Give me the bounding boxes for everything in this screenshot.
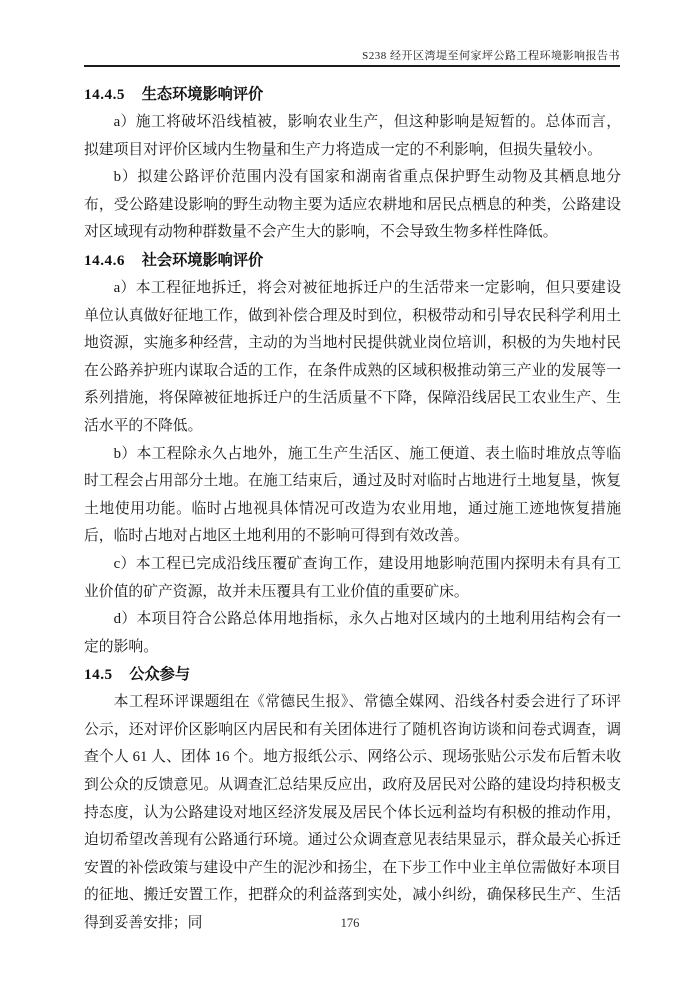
document-body bbox=[84, 81, 621, 938]
page-number: 176 bbox=[340, 916, 360, 930]
paragraph-social-b: b）本工程除永久占地外，施工生产生活区、施工便道、表土临时堆放点等临时工程会占用部分土地。在施工结束后，通过及时对临时占地进行土地复垦，恢复土地使用功能。临时占地视具体情况可改造为农业用地，通过施工迹地恢复措施后，临时占地对占地区土地利用的不影响可得到有效改善。 bbox=[84, 445, 621, 545]
paragraph-eco-a: a）施工将破坏沿线植被，影响农业生产，但这种影响是短暂的。总体而言，拟建项目对评价区域内生物量和生产力将造成一定的不利影响，但损失量较小。 bbox=[84, 114, 621, 158]
running-header-title: S238 经开区湾堤至何家坪公路工程环境影响报告书 bbox=[362, 50, 620, 62]
heading-14-5 bbox=[84, 661, 621, 689]
heading-14-4-5-title: 生态环境影响评价 bbox=[141, 86, 264, 103]
heading-14-4-6 bbox=[84, 247, 621, 275]
heading-14-4-6-title: 社会环境影响评价 bbox=[141, 251, 264, 269]
heading-14-4-5-number: 14.4.5 bbox=[84, 86, 125, 103]
paragraph-public-participation: 本工程环评课题组在《常德民生报》、常德全媒网、沿线各村委会进行了环评公示，还对评价区影响区内居民和有关团体进行了随机咨询访谈和问卷式调查，调查个人 61 人、团体 16 个。地方报纸公示、网络公示、现场张贴公示发布后暂未收到公众的反馈意见。从调查汇总结果反应出，政府及居民对公路的建设均持积极支持态度，认为公路建设对地区经济发展及居民个体长远利益均有积极的推动作用，迫切希望改善现有公路通行环境。通过公众调查意见表结果显示，群众最关心拆迁安置的补偿政策与建设中产生的泥沙和扬尘，在下步工作中业主单位需做好本项目的征地、搬迁安置工作，把群众的利益落到实处，减小纠纷，确保移民生产、生活得到妥善安排；同 bbox=[84, 694, 621, 932]
paragraph-social-c: c）本工程已完成沿线压覆矿查询工作，建设用地影响范围内探明未有具有工业价值的矿产资源，故并未压覆具有工业价值的重要矿床。 bbox=[84, 555, 621, 600]
paragraph-eco-b: b）拟建公路评价范围内没有国家和湖南省重点保护野生动物及其栖息地分布，受公路建设影响的野生动物主要为适应农耕地和居民点栖息的种类，公路建设对区域现有动物种群数量不会产生大的影响，不会导致生物多样性降低。 bbox=[84, 169, 621, 241]
page-footer bbox=[0, 916, 700, 931]
header-rule bbox=[84, 65, 620, 67]
heading-14-4-5 bbox=[84, 81, 621, 109]
heading-14-5-number: 14.5 bbox=[84, 666, 113, 684]
paragraph-social-d: d）本项目符合公路总体用地指标，永久占地对区域内的土地利用结构会有一定的影响。 bbox=[84, 611, 621, 655]
heading-14-5-title: 公众参与 bbox=[129, 666, 191, 684]
heading-14-4-6-number: 14.4.6 bbox=[84, 251, 125, 269]
paragraph-social-a: a）本工程征地拆迁，将会对被征地拆迁户的生活带来一定影响，但只要建设单位认真做好征地工作，做到补偿合理及时到位，积极带动和引导农民科学利用土地资源，实施多种经营，主动的为当地村民提供就业岗位培训，积极的为失地村民在公路养护班内谋取合适的工作，在条件成熟的区域积极推动第三产业的发展等一系列措施，将保障被征地拆迁户的生活质量不下降，保障沿线居民工农业生产、生活水平的不降低。 bbox=[84, 279, 621, 434]
